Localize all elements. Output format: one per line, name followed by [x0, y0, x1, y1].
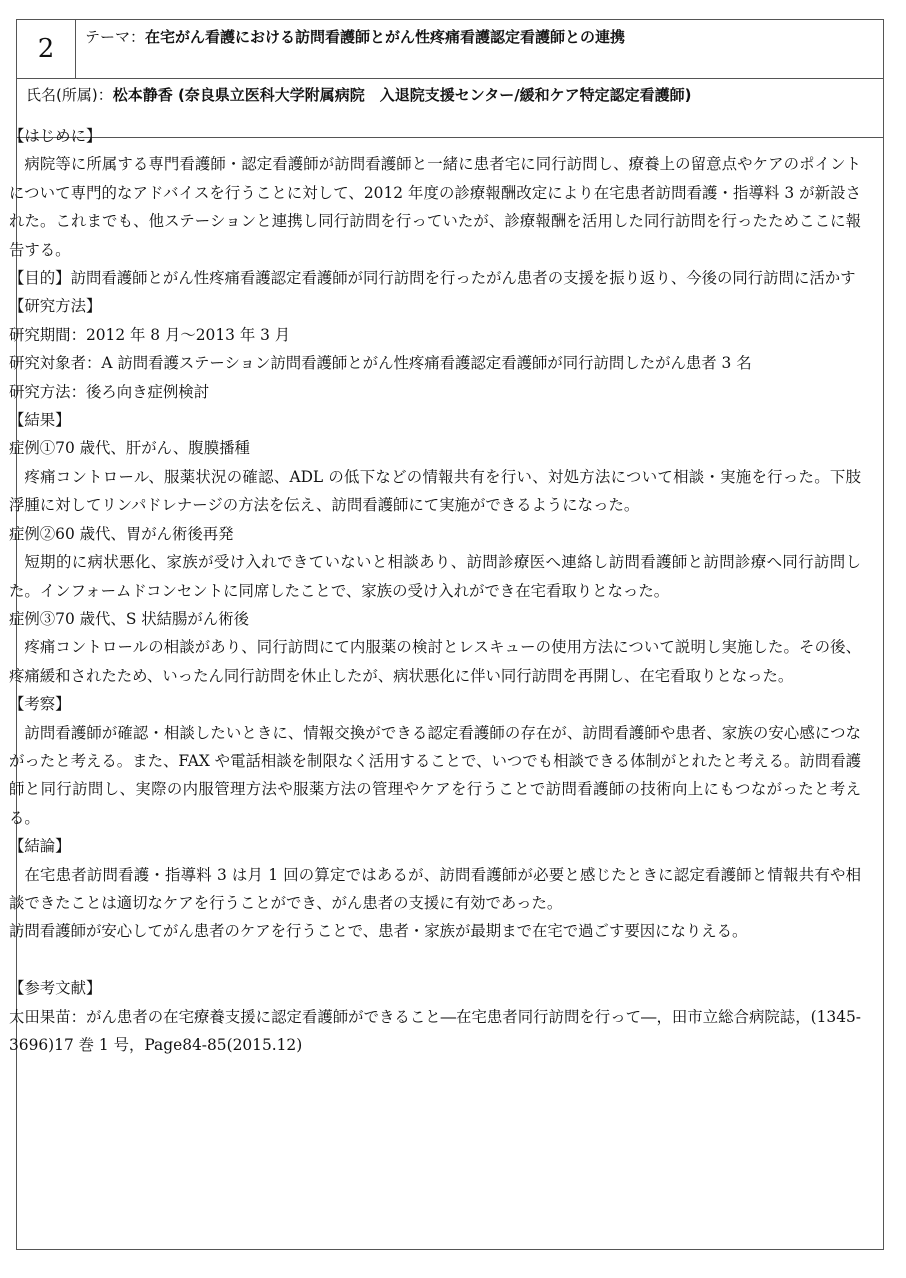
conclusion-text: 在宅患者訪問看護・指導料 3 は月 1 回の算定ではあるが、訪問看護師が必要と感じたときに認定看護師と情報共有や相談できたことは適切なケアを行うことができ、がん患者の支援に有効であった。 — [9, 865, 861, 912]
author-label: 氏名(所属)： — [26, 86, 113, 104]
author-name-affiliation: 松本静香 (奈良県立医科大学附属病院 入退院支援センター/緩和ケア特定認定看護師) — [112, 86, 692, 104]
case-2-text: 短期的に病状悪化、家族が受け入れできていないと相談あり、訪問診療医へ連絡し訪問看護師と訪問診療へ同行訪問した。インフォームドコンセントに同席したことで、家族の受け入れができ在宅看取りとなった。 — [9, 553, 861, 600]
method-approach: 研究方法：後ろ向き症例検討 — [9, 382, 210, 401]
theme-line — [85, 27, 873, 47]
case-1-title: 症例①70 歳代、肝がん、腹膜播種 — [9, 439, 250, 458]
theme-label: テーマ： — [85, 28, 146, 46]
theme-title: 在宅がん看護における訪問看護師とがん性疼痛看護認定看護師との連携 — [145, 28, 626, 46]
author-line — [26, 85, 877, 105]
purpose-text: 訪問看護師とがん性疼痛看護認定看護師が同行訪問を行ったがん患者の支援を振り返り、今後の同行訪問に活かす — [70, 269, 856, 288]
abstract-body — [9, 122, 861, 1059]
reference-item: 太田果苗：がん患者の在宅療養支援に認定看護師ができること―在宅患者同行訪問を行って―，田市立総合病院誌，(1345-3696)17 巻 1 号，Page84-85(2015.12) — [9, 1007, 861, 1054]
intro-text: 病院等に所属する専門看護師・認定看護師が訪問看護師と一緒に患者宅に同行訪問し、療養上の留意点やケアのポイントについて専門的なアドバイスを行うことに対して、2012 年度の診療報酬改定により在宅患者訪問看護・指導料 3 が新設された。これまでも、他ステーションと連携し同行訪問を行っていたが、診療報酬を活用した同行訪問を行ったためここに報告する。 — [9, 155, 861, 259]
conclusion-text-2: 訪問看護師が安心してがん患者のケアを行うことで、患者・家族が最期まで在宅で過ごす要因になりえる。 — [9, 922, 748, 941]
purpose-heading: 【目的】 — [9, 269, 71, 288]
conclusion-heading: 【結論】 — [9, 837, 71, 856]
references-heading: 【参考文献】 — [9, 979, 102, 998]
method-heading: 【研究方法】 — [9, 297, 102, 316]
header-row — [17, 20, 883, 79]
abstract-number: 2 — [17, 20, 76, 78]
intro-heading: 【はじめに】 — [9, 127, 102, 145]
discussion-heading: 【考察】 — [9, 695, 71, 714]
case-2-title: 症例②60 歳代、胃がん術後再発 — [9, 524, 234, 543]
case-3-title: 症例③70 歳代、S 状結腸がん術後 — [9, 609, 249, 628]
method-period: 研究期間：2012 年 8 月～2013 年 3 月 — [9, 325, 291, 344]
case-1-text: 疼痛コントロール、服薬状況の確認、ADL の低下などの情報共有を行い、対処方法について相談・実施を行った。下肢浮腫に対してリンパドレナージの方法を伝え、訪問看護師にて実施ができるようになった。 — [9, 467, 861, 515]
case-3-text: 疼痛コントロールの相談があり、同行訪問にて内服薬の検討とレスキューの使用方法について説明し実施した。その後、疼痛緩和されたため、いったん同行訪問を休止したが、病状悪化に伴い同行訪問を再開し、在宅看取りとなった。 — [9, 638, 861, 685]
discussion-text: 訪問看護師が確認・相談したいときに、情報交換ができる認定看護師の存在が、訪問看護師や患者、家族の安心感につながったと考える。また、FAX や電話相談を制限なく活用することで、いつでも相談できる体制がとれたと考える。訪問看護師と同行訪問し、実際の内服管理方法や服薬方法の管理やケアを行うことで訪問看護師の技術向上にもつながったと考える。 — [9, 723, 861, 827]
method-subjects: 研究対象者：A 訪問看護ステーション訪問看護師とがん性疼痛看護認定看護師が同行訪問したがん患者 3 名 — [9, 354, 752, 373]
blank-line — [9, 946, 861, 974]
results-heading: 【結果】 — [9, 411, 71, 430]
purpose-paragraph — [9, 264, 861, 292]
